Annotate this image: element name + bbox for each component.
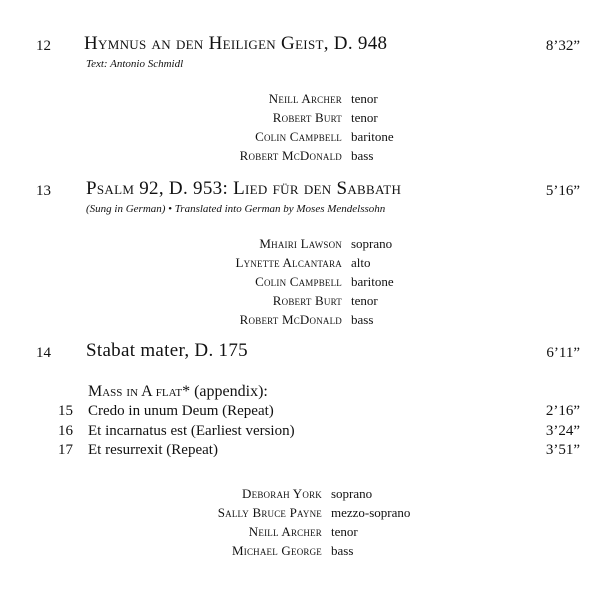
track-duration: 5’16” xyxy=(545,183,580,199)
track-number: 16 xyxy=(58,423,73,439)
performer-role: mezzo-soprano xyxy=(331,505,411,520)
performer-role: baritone xyxy=(351,129,394,144)
track-title: Stabat mater, D. 175 xyxy=(86,340,248,361)
track-duration: 6’11” xyxy=(546,345,580,361)
performer-row xyxy=(0,255,600,274)
performer-row xyxy=(0,486,600,505)
mass-heading-note: (appendix): xyxy=(190,383,268,400)
performer-row xyxy=(0,110,600,129)
performer-name: Lynette Alcantara xyxy=(235,255,342,270)
performer-row xyxy=(0,293,600,312)
performer-role: bass xyxy=(331,543,354,558)
track-title: Et resurrexit (Repeat) xyxy=(88,442,218,458)
track-title: Psalm 92, D. 953: Lied für den Sabbath xyxy=(86,178,402,199)
track-duration: 8’32” xyxy=(545,38,580,54)
mass-heading-title: Mass in A flat* xyxy=(88,383,191,400)
mass-heading xyxy=(88,383,268,401)
track-number: 13 xyxy=(36,183,51,199)
performer-row xyxy=(0,274,600,293)
performer-role: baritone xyxy=(351,274,394,289)
performer-row xyxy=(0,524,600,543)
performer-row xyxy=(0,505,600,524)
performer-role: bass xyxy=(351,312,374,327)
track-duration: 3’51” xyxy=(545,442,580,458)
track-duration: 2’16” xyxy=(545,403,580,419)
performer-role: tenor xyxy=(331,524,358,539)
performer-name: Neill Archer xyxy=(248,524,322,539)
performer-name: Sally Bruce Payne xyxy=(217,505,322,520)
track-duration: 3’24” xyxy=(545,423,580,439)
performer-name: Robert McDonald xyxy=(239,312,342,327)
performer-row xyxy=(0,148,600,167)
performer-row xyxy=(0,236,600,255)
performer-name: Colin Campbell xyxy=(255,129,342,144)
performer-role: tenor xyxy=(351,110,378,125)
performer-name: Neill Archer xyxy=(268,91,342,106)
track-note: Text: Antonio Schmidl xyxy=(86,58,184,70)
performer-row xyxy=(0,543,600,562)
performer-name: Robert Burt xyxy=(272,293,342,308)
performer-role: soprano xyxy=(331,486,373,501)
performer-role: soprano xyxy=(351,236,393,251)
track-number: 15 xyxy=(58,403,73,419)
track-number: 14 xyxy=(36,345,51,361)
performer-row xyxy=(0,91,600,110)
performer-row xyxy=(0,129,600,148)
track-title: Et incarnatus est (Earliest version) xyxy=(88,423,295,439)
track-number: 17 xyxy=(58,442,73,458)
performer-name: Michael George xyxy=(232,543,322,558)
performer-name: Mhairi Lawson xyxy=(259,236,342,251)
performer-name: Robert Burt xyxy=(272,110,342,125)
performer-name: Robert McDonald xyxy=(239,148,342,163)
performer-role: alto xyxy=(351,255,371,270)
track-note: (Sung in German) • Translated into German by Moses Mendelssohn xyxy=(86,203,386,215)
performer-role: bass xyxy=(351,148,374,163)
track-number: 12 xyxy=(36,38,51,54)
performer-row xyxy=(0,312,600,331)
track-title: Hymnus an den Heiligen Geist, D. 948 xyxy=(84,33,388,54)
performer-name: Deborah York xyxy=(242,486,322,501)
track-title: Credo in unum Deum (Repeat) xyxy=(88,403,274,419)
performer-role: tenor xyxy=(351,91,378,106)
performer-role: tenor xyxy=(351,293,378,308)
performer-name: Colin Campbell xyxy=(255,274,342,289)
